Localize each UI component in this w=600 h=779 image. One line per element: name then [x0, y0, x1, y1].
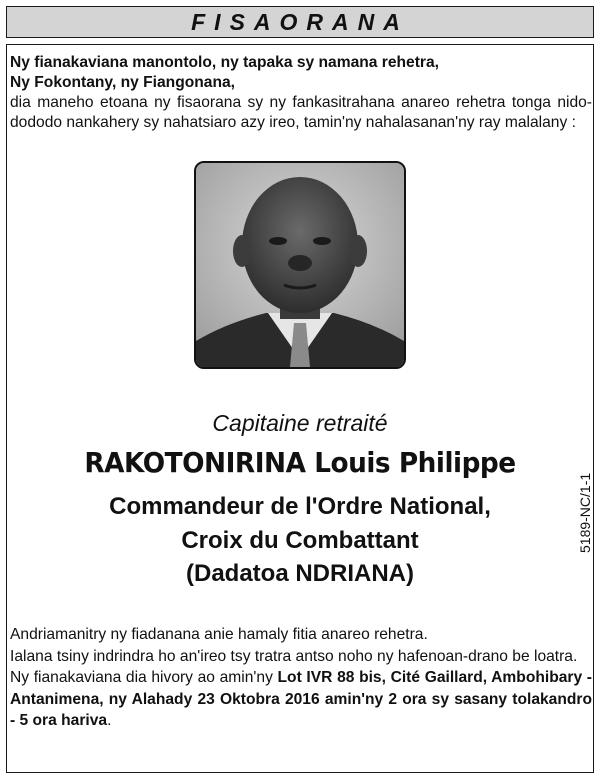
- gathering-location-time: Lot IVR 88 bis, Cité Gaillard, Ambohibary - Antanimena, ny Alahady 23 Oktobra 2016 amin'ny 2 ora sy sasany tolakandro - 5 ora hariva: [10, 669, 592, 729]
- gathering-end: .: [107, 712, 112, 729]
- notice-title: FISAORANA: [191, 8, 409, 35]
- reference-code: 5189-NC/1-1: [577, 472, 593, 553]
- closing-text: [10, 624, 592, 732]
- person-rank: Capitaine retraité: [212, 410, 388, 436]
- blessing-paragraph: Andriamanitry ny fiadanana anie hamaly fitia anareo rehetra.: [10, 626, 428, 643]
- person-nickname: (Dadatoa NDRIANA): [186, 560, 414, 587]
- person-name: RAKOTONIRINA Louis Philippe: [84, 446, 516, 479]
- apology-paragraph: Ialana tsiny indrindra ho an'ireo tsy tratra antso noho ny hafenoan-drano be loatra.: [10, 647, 578, 665]
- intro-paragraph: dia maneho etoana ny fisaorana sy ny fankasitrahana anareo rehetra tonga nido-dododo nankahery sy nahatsiaro azy ireo, tamin'ny nahalasanan'ny ray malalany :: [10, 94, 592, 131]
- person-honor-cross: Croix du Combattant: [181, 527, 419, 554]
- gathering-paragraph: [10, 667, 592, 732]
- intro-text: [10, 53, 592, 133]
- intro-line-family: Ny fianakaviana manontolo, ny tapaka sy namana rehetra,: [10, 54, 439, 71]
- notice-header-banner: [6, 6, 594, 38]
- portrait-photo: [194, 161, 406, 369]
- gathering-intro: Ny fianakaviana dia hivory ao amin'ny: [10, 669, 278, 686]
- person-honor-order: Commandeur de l'Ordre National,: [109, 493, 491, 520]
- intro-line-community: Ny Fokontany, ny Fiangonana,: [10, 74, 235, 91]
- portrait-image: [196, 163, 404, 367]
